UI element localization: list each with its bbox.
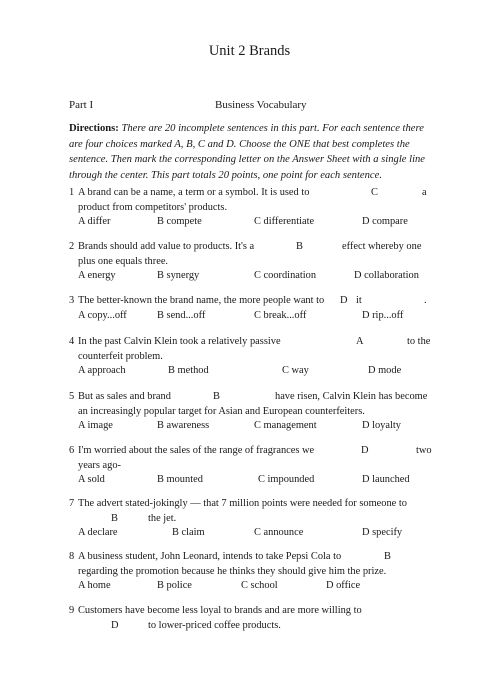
- question-line-2: the jet.: [148, 512, 177, 524]
- question-5: [69, 390, 434, 434]
- question-line-1: I'm worried about the sales of the range of fragrances we: [78, 445, 315, 456]
- question-number: 7: [69, 498, 75, 509]
- option-b: B mounted: [157, 474, 203, 486]
- directions-label: Directions:: [69, 123, 119, 134]
- option-a: A energy: [78, 270, 116, 282]
- options: [78, 473, 434, 488]
- option-d: D collaboration: [354, 270, 419, 282]
- question-line-1-tail: it: [356, 295, 362, 306]
- answer-letter: B: [296, 241, 303, 252]
- question-4: [69, 335, 434, 379]
- question-3: [69, 294, 434, 323]
- question-line-1: The advert stated-jokingly — that 7 million points were needed for someone to: [78, 498, 407, 509]
- question-line-1-tail: to the: [407, 336, 431, 347]
- part-label: Part I: [69, 99, 94, 111]
- option-c: C break...off: [254, 309, 307, 321]
- question-line-1: A brand can be a name, a term or a symbol. It is used to: [78, 187, 310, 198]
- question-line-1: The better-known the brand name, the more people want to: [78, 295, 325, 306]
- option-b: B compete: [157, 216, 202, 228]
- option-a: A image: [78, 420, 113, 432]
- answer-letter: A: [356, 336, 364, 347]
- question-6: [69, 444, 434, 488]
- options: [78, 579, 434, 594]
- options: [78, 419, 434, 434]
- option-c: C way: [282, 365, 309, 377]
- answer-letter: B: [384, 551, 391, 562]
- answer-letter: B: [213, 391, 220, 402]
- question-line-1: A business student, John Leonard, intends to take Pepsi Cola to: [78, 551, 342, 562]
- question-line-2: product from competitors' products.: [78, 201, 228, 213]
- options: [78, 309, 434, 324]
- question-line-2: years ago-: [78, 459, 121, 471]
- question-8: [69, 550, 434, 594]
- answer-letter: D: [361, 445, 369, 456]
- answer-letter: D: [340, 295, 348, 306]
- option-d: D launched: [362, 474, 410, 486]
- question-number: 3: [69, 295, 75, 306]
- question-number: 4: [69, 336, 75, 347]
- question-1: [69, 186, 434, 230]
- option-c: C management: [254, 420, 317, 432]
- options: [78, 269, 434, 284]
- directions-text: There are 20 incomplete sentences in this part. For each sentence there are four choices marked A, B, C and D. Choose the ONE that best completes the sentence. Then mark the corresponding letter on the Answer Sheet with a single line through the center. This part totals 20 points, one point for each sentence.: [69, 123, 426, 181]
- option-c: C school: [241, 580, 278, 592]
- option-d: D office: [326, 580, 361, 592]
- option-b: B send...off: [157, 309, 206, 321]
- answer-letter: C: [371, 187, 378, 198]
- question-number: 8: [69, 551, 75, 562]
- page-title: Unit 2 Brands: [208, 43, 291, 59]
- question-line-2: plus one equals three.: [78, 255, 169, 267]
- question-line-2: an increasingly popular target for Asian and European counterfeiters.: [78, 405, 365, 417]
- question-line-1: In the past Calvin Klein took a relatively passive: [78, 336, 281, 347]
- option-b: B method: [168, 365, 209, 377]
- option-b: B synergy: [157, 270, 200, 282]
- option-a: A declare: [78, 527, 118, 539]
- option-a: A sold: [78, 474, 105, 486]
- option-d: D mode: [368, 365, 402, 377]
- question-line-2: regarding the promotion because he thinks they should give him the prize.: [78, 565, 387, 577]
- option-c: C coordination: [254, 270, 317, 282]
- option-b: B claim: [172, 527, 205, 539]
- option-c: C impounded: [258, 474, 315, 486]
- option-a: A copy...off: [78, 309, 127, 321]
- question-9: [69, 604, 434, 633]
- option-c: C announce: [254, 527, 304, 539]
- answer-letter: B: [111, 512, 118, 524]
- option-d: D rip...off: [362, 309, 404, 321]
- question-line-1: But as sales and brand: [78, 391, 171, 402]
- question-line-1-tail: effect whereby one: [342, 241, 422, 252]
- question-line-1-tail: have risen, Calvin Klein has become: [275, 391, 428, 402]
- directions: [69, 121, 429, 183]
- question-line-2: to lower-priced coffee products.: [148, 619, 281, 631]
- answer-letter: D: [111, 619, 119, 631]
- question-line-1-tail: two: [416, 445, 432, 456]
- option-a: A home: [78, 580, 111, 592]
- option-a: A approach: [78, 365, 126, 377]
- option-d: D loyalty: [362, 420, 401, 432]
- sentence-period: .: [424, 295, 427, 306]
- question-number: 1: [69, 187, 75, 198]
- option-a: A differ: [78, 216, 111, 228]
- question-line-2: counterfeit problem.: [78, 350, 163, 362]
- option-d: D compare: [362, 216, 408, 228]
- question-number: 2: [69, 241, 75, 252]
- question-number: 5: [69, 391, 75, 402]
- options: [78, 215, 434, 230]
- option-d: D specify: [362, 527, 403, 539]
- option-b: B awareness: [157, 420, 210, 432]
- question-line-1: Brands should add value to products. It's a: [78, 241, 255, 252]
- part-heading: Business Vocabulary: [215, 99, 307, 111]
- option-b: B police: [157, 580, 192, 592]
- options: [78, 364, 434, 379]
- option-c: C differentiate: [254, 216, 315, 228]
- question-2: [69, 240, 434, 284]
- question-number: 6: [69, 445, 75, 456]
- question-number: 9: [69, 605, 75, 616]
- question-line-1: Customers have become less loyal to brands and are more willing to: [78, 605, 362, 616]
- question-7: [69, 497, 434, 541]
- question-line-1-tail: a: [422, 187, 427, 198]
- options: [78, 526, 434, 541]
